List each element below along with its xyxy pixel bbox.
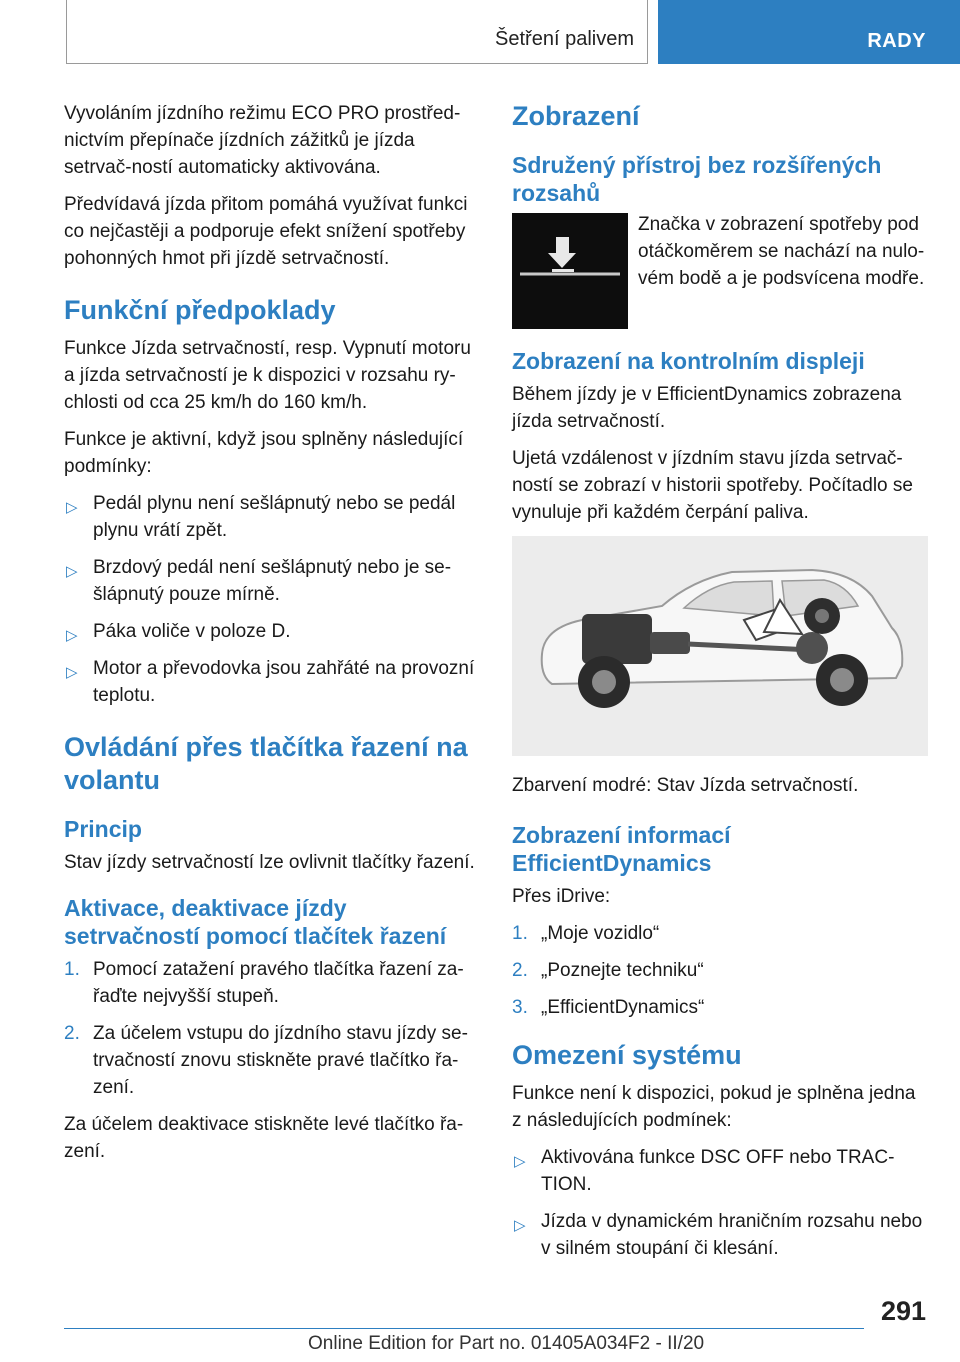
section-title: Šetření palivem <box>495 28 634 50</box>
triangle-bullet-icon: ▷ <box>66 664 78 681</box>
heading-zobrazeni: Zobrazení <box>512 101 640 131</box>
heading-ovladani: Ovládání přes tlačítka řazení na volantu <box>64 732 468 795</box>
heading-princip: Princip <box>64 816 142 842</box>
list-item: 2. „Poznejte techniku“ <box>512 960 704 981</box>
left-column <box>64 100 480 1175</box>
conditions-list <box>64 490 480 709</box>
symbol-block <box>512 213 930 329</box>
paragraph: Zbarvení modré: Stav Jízda setrvačností. <box>512 775 859 796</box>
list-item: 3. „EfficientDynamics“ <box>512 997 705 1018</box>
triangle-bullet-icon: ▷ <box>66 499 78 516</box>
limits-list <box>512 1144 930 1262</box>
heading-kontrolni-displej: Zobrazení na kontrolním displeji <box>512 348 865 374</box>
heading-funkcni-predpoklady: Funkční předpoklady <box>64 295 336 325</box>
heading-omezeni-systemu: Omezení systému <box>512 1040 742 1070</box>
paragraph: Ujetá vzdálenost v jízdním stavu jízda setrvač‐ností se zobrazí v historii spotřeby. Počítadlo se vynuluje při každém čerpání paliva. <box>512 448 913 523</box>
coasting-symbol-image <box>512 213 628 329</box>
idrive-menu-list <box>512 920 930 1021</box>
list-item: 2. Za účelem vstupu do jízdního stavu jízdy se‐trvačností znovu stiskněte pravé tlačítko řa‐zení. <box>64 1023 468 1098</box>
right-column <box>512 100 930 1272</box>
car-drivetrain-image <box>512 536 928 756</box>
paragraph: Přes iDrive: <box>512 886 611 907</box>
list-item: ▷ Jízda v dynamickém hraničním rozsahu nebo v silném stoupání či klesání. <box>514 1211 923 1259</box>
list-item: 1. „Moje vozidlo“ <box>512 923 660 944</box>
arrow-down-icon <box>512 213 628 329</box>
list-item: ▷ Pedál plynu není sešlápnutý nebo se pedál plynu vrátí zpět. <box>66 493 456 541</box>
triangle-bullet-icon: ▷ <box>514 1153 526 1170</box>
paragraph: Vyvoláním jízdního režimu ECO PRO prostřed‐nictvím přepínače jízdních zážitků je jízda setrvač‐ností automaticky aktivována. <box>64 103 461 178</box>
chapter-tab[interactable] <box>658 0 960 64</box>
chapter-tab-label: RADY <box>867 30 926 52</box>
paragraph: Funkce Jízda setrvačností, resp. Vypnutí motoru a jízda setrvačností je k dispozici v rozsahu ry‐chlosti od cca 25 km/h do 160 km/h. <box>64 338 471 413</box>
paragraph: Stav jízdy setrvačností lze ovlivnit tlačítky řazení. <box>64 852 475 873</box>
paragraph: Během jízdy je v EfficientDynamics zobrazena jízda setrvačností. <box>512 384 902 432</box>
triangle-bullet-icon: ▷ <box>514 1217 526 1234</box>
heading-aktivace: Aktivace, deaktivace jízdy setrvačností pomocí tlačítek řazení <box>64 895 447 949</box>
paragraph: Značka v zobrazení spotřeby pod otáčkoměrem se nachází na nulo‐vém bodě a je podsvícena modře. <box>638 214 925 289</box>
list-item: ▷ Brzdový pedál není sešlápnutý nebo je se‐šlápnutý pouze mírně. <box>66 557 452 605</box>
page-number: 291 <box>880 1296 926 1326</box>
list-item: 1. Pomocí zatažení pravého tlačítka řazení za‐řaďte nejvyšší stupeň. <box>64 959 464 1007</box>
paragraph: Za účelem deaktivace stiskněte levé tlačítko řa‐zení. <box>64 1114 464 1162</box>
heading-informaci: Zobrazení informací EfficientDynamics <box>512 822 731 876</box>
triangle-bullet-icon: ▷ <box>66 563 78 580</box>
car-illustration-icon <box>512 536 928 756</box>
paragraph: Funkce není k dispozici, pokud je splněna jedna z následujících podmínek: <box>512 1083 916 1131</box>
list-item: ▷ Páka voliče v poloze D. <box>64 618 480 645</box>
list-item: ▷ Motor a převodovka jsou zahřáté na provozní teplotu. <box>66 658 475 706</box>
footer-edition: Online Edition for Part no. 01405A034F2 - II/20 <box>308 1333 705 1354</box>
steps-list <box>64 956 480 1101</box>
list-item: ▷ Aktivována funkce DSC OFF nebo TRAC‐TION. <box>514 1147 895 1195</box>
paragraph: Předvídavá jízda přitom pomáhá využívat funkci co nejčastěji a podporuje efekt snížení spotřeby pohonných hmot při jízdě setrvačností. <box>64 194 468 269</box>
paragraph: Funkce je aktivní, když jsou splněny následující podmínky: <box>64 429 464 477</box>
heading-sdruzeny-pristroj: Sdružený přístroj bez rozšířených rozsahů <box>512 152 882 206</box>
footer-divider <box>64 1328 864 1329</box>
triangle-bullet-icon: ▷ <box>66 627 78 644</box>
